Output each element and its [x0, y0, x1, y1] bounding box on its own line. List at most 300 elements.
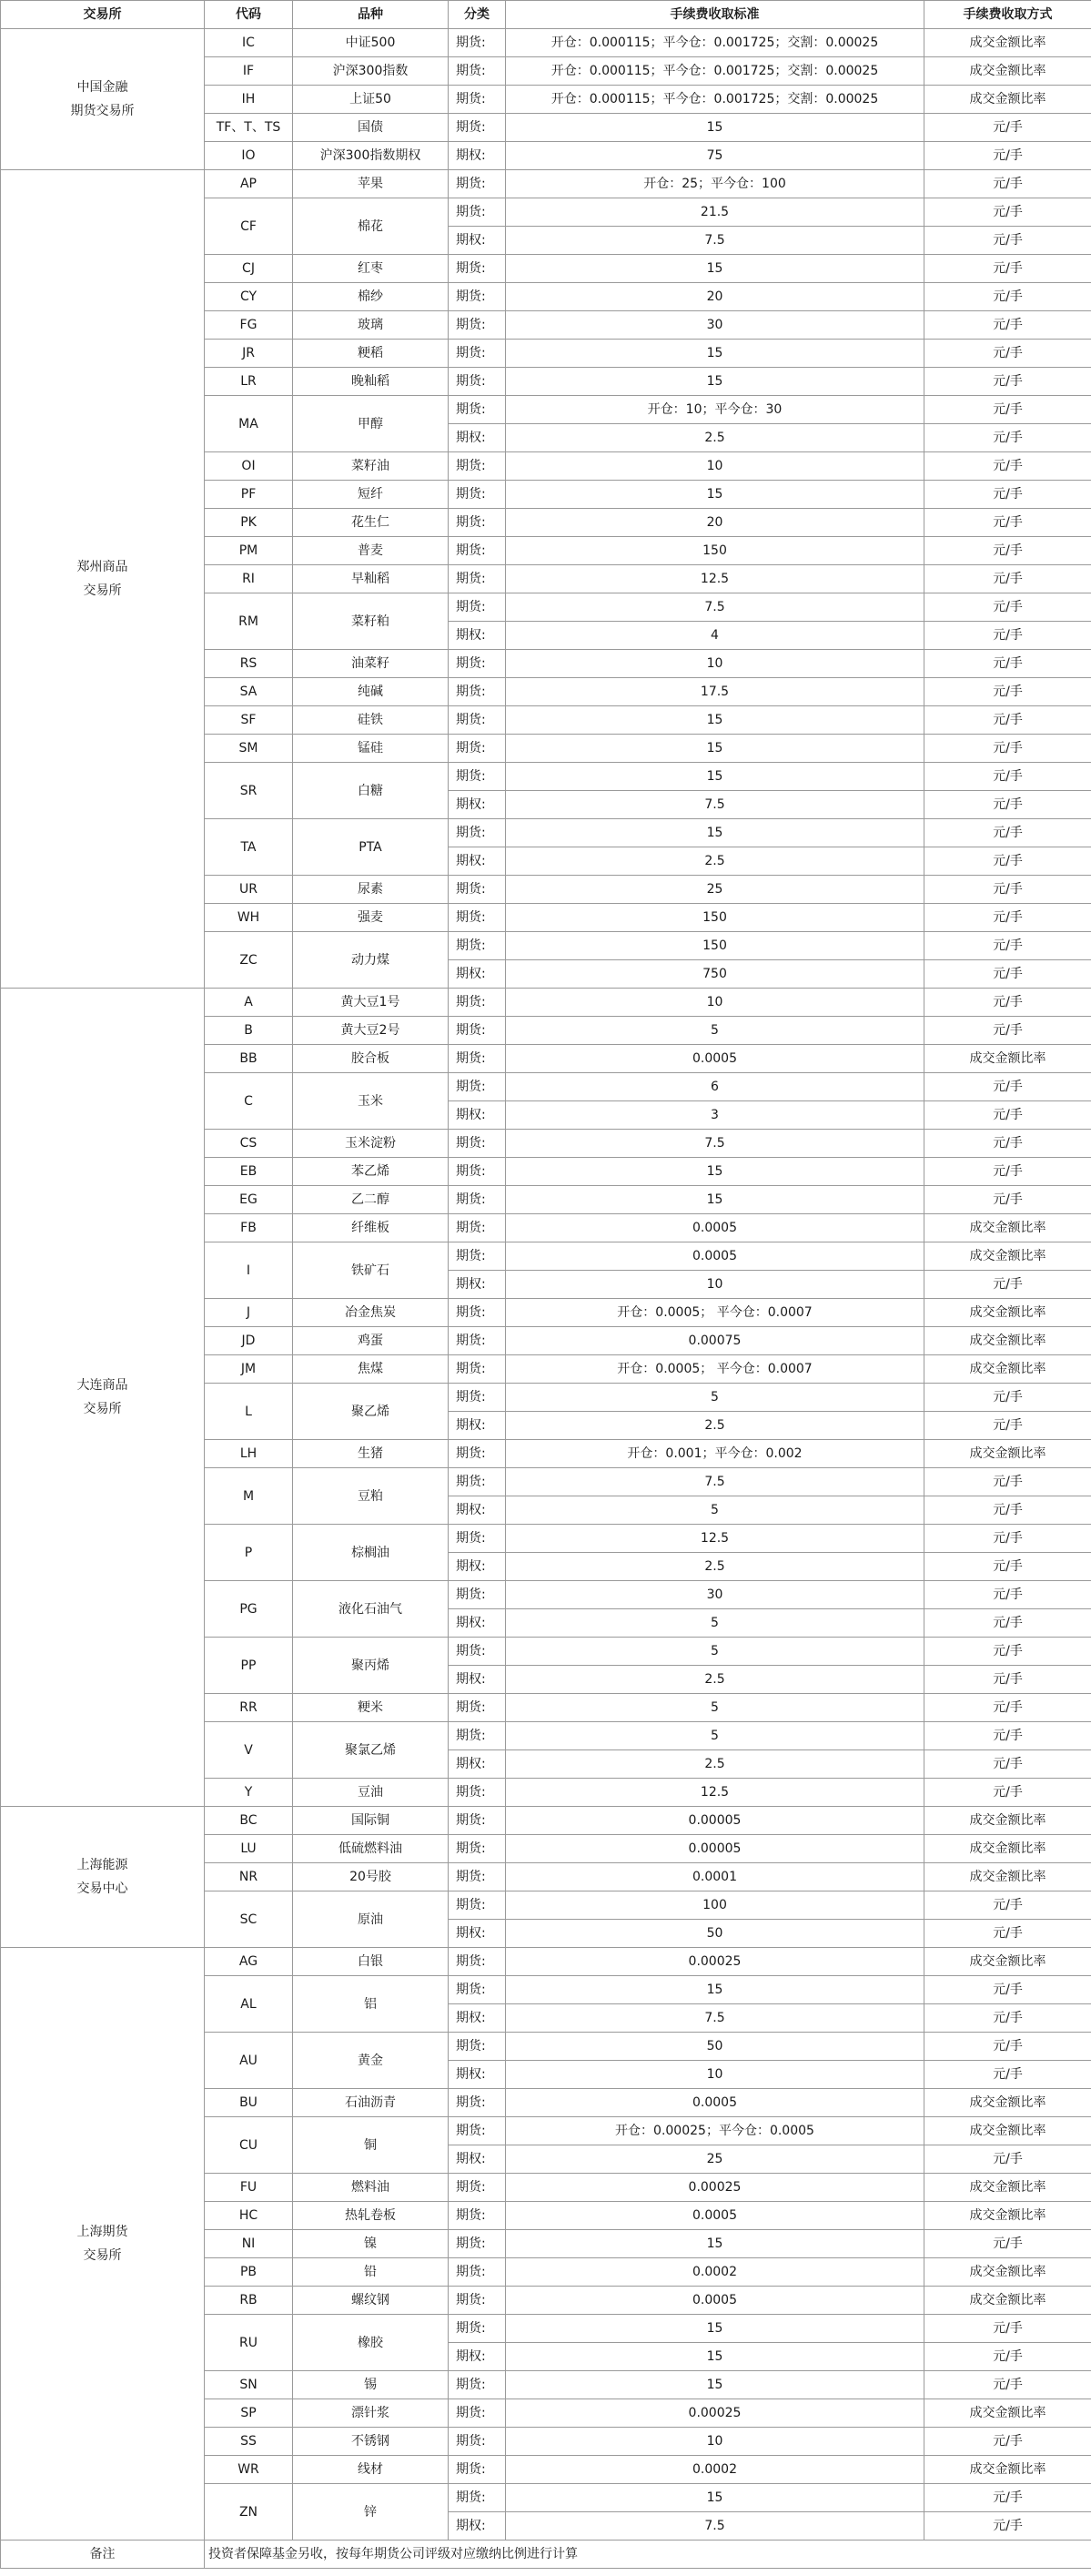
variety-cell: 不锈钢	[293, 2428, 449, 2456]
method-cell: 元/手	[924, 2315, 1091, 2343]
header-row	[1, 1, 1091, 29]
category-cell: 期货:	[449, 481, 506, 509]
category-cell: 期权:	[449, 2061, 506, 2089]
variety-cell: 聚乙烯	[293, 1384, 449, 1440]
code-cell: SM	[205, 735, 293, 763]
category-cell: 期货:	[449, 2428, 506, 2456]
category-cell: 期货:	[449, 876, 506, 904]
method-cell: 元/手	[924, 1158, 1091, 1186]
code-cell: J	[205, 1299, 293, 1327]
standard-cell: 0.0005	[506, 2287, 924, 2315]
standard-cell: 0.0002	[506, 2456, 924, 2484]
standard-cell: 5	[506, 1017, 924, 1045]
fee-table-body	[1, 29, 1091, 2541]
standard-cell: 5	[506, 1694, 924, 1722]
code-cell: CF	[205, 198, 293, 255]
category-cell: 期货:	[449, 565, 506, 593]
category-cell: 期权:	[449, 2145, 506, 2174]
code-cell: Y	[205, 1779, 293, 1807]
code-cell: TF、T、TS	[205, 114, 293, 142]
category-cell: 期货:	[449, 1525, 506, 1553]
method-cell: 元/手	[924, 565, 1091, 593]
code-cell: PB	[205, 2258, 293, 2287]
standard-cell: 4	[506, 622, 924, 650]
standard-cell: 15	[506, 255, 924, 283]
category-cell: 期货:	[449, 86, 506, 114]
category-cell: 期权:	[449, 1412, 506, 1440]
category-cell: 期货:	[449, 1355, 506, 1384]
table-row	[1, 1948, 1091, 1976]
code-cell: NR	[205, 1863, 293, 1891]
method-cell: 元/手	[924, 932, 1091, 960]
category-cell: 期货:	[449, 1327, 506, 1355]
variety-cell: 胶合板	[293, 1045, 449, 1073]
variety-cell: 线材	[293, 2456, 449, 2484]
variety-cell: 聚丙烯	[293, 1638, 449, 1694]
code-cell: SF	[205, 706, 293, 735]
code-cell: CJ	[205, 255, 293, 283]
code-cell: PF	[205, 481, 293, 509]
category-cell: 期权:	[449, 2512, 506, 2541]
code-cell: WR	[205, 2456, 293, 2484]
method-cell: 元/手	[924, 2371, 1091, 2399]
standard-cell: 30	[506, 1581, 924, 1609]
standard-cell: 6	[506, 1073, 924, 1101]
category-cell: 期货:	[449, 904, 506, 932]
category-cell: 期权:	[449, 1666, 506, 1694]
category-cell: 期货:	[449, 2456, 506, 2484]
category-cell: 期货:	[449, 1440, 506, 1468]
method-cell: 元/手	[924, 989, 1091, 1017]
category-cell: 期货:	[449, 1073, 506, 1101]
code-cell: PG	[205, 1581, 293, 1638]
category-cell: 期货:	[449, 1694, 506, 1722]
standard-cell: 0.00005	[506, 1807, 924, 1835]
variety-cell: 动力煤	[293, 932, 449, 989]
category-cell: 期权:	[449, 2343, 506, 2371]
standard-cell: 3	[506, 1101, 924, 1130]
variety-cell: 棕榈油	[293, 1525, 449, 1581]
variety-cell: 铁矿石	[293, 1242, 449, 1299]
table-row	[1, 29, 1091, 57]
method-cell: 元/手	[924, 1750, 1091, 1779]
standard-cell: 7.5	[506, 227, 924, 255]
category-cell: 期货:	[449, 1242, 506, 1271]
category-cell: 期权:	[449, 227, 506, 255]
method-cell: 元/手	[924, 340, 1091, 368]
category-cell: 期货:	[449, 1779, 506, 1807]
method-cell: 元/手	[924, 763, 1091, 791]
exchange-cell: 上海能源 交易中心	[1, 1807, 205, 1948]
code-cell: WH	[205, 904, 293, 932]
method-cell: 元/手	[924, 1666, 1091, 1694]
standard-cell: 0.00025	[506, 1948, 924, 1976]
variety-cell: 玻璃	[293, 311, 449, 340]
code-cell: RS	[205, 650, 293, 678]
category-cell: 期权:	[449, 791, 506, 819]
standard-cell: 2.5	[506, 1666, 924, 1694]
standard-cell: 150	[506, 932, 924, 960]
code-cell: PP	[205, 1638, 293, 1694]
standard-cell: 75	[506, 142, 924, 170]
method-cell: 成交金额比率	[924, 1242, 1091, 1271]
method-cell: 元/手	[924, 170, 1091, 198]
code-cell: RI	[205, 565, 293, 593]
variety-cell: 棉纱	[293, 283, 449, 311]
category-cell: 期货:	[449, 932, 506, 960]
category-cell: 期货:	[449, 1384, 506, 1412]
standard-cell: 5	[506, 1722, 924, 1750]
note-row	[1, 2541, 1091, 2569]
method-cell: 元/手	[924, 2512, 1091, 2541]
variety-cell: 沪深300指数期权	[293, 142, 449, 170]
variety-cell: 豆粕	[293, 1468, 449, 1525]
variety-cell: 螺纹钢	[293, 2287, 449, 2315]
variety-cell: 20号胶	[293, 1863, 449, 1891]
code-cell: JR	[205, 340, 293, 368]
standard-cell: 15	[506, 2230, 924, 2258]
method-cell: 元/手	[924, 1496, 1091, 1525]
code-cell: LH	[205, 1440, 293, 1468]
standard-cell: 开仓：0.001；平今仓：0.002	[506, 1440, 924, 1468]
variety-cell: 铜	[293, 2117, 449, 2174]
variety-cell: 乙二醇	[293, 1186, 449, 1214]
table-row	[1, 170, 1091, 198]
variety-cell: 液化石油气	[293, 1581, 449, 1638]
code-cell: PK	[205, 509, 293, 537]
code-cell: C	[205, 1073, 293, 1130]
method-cell: 元/手	[924, 481, 1091, 509]
category-cell: 期货:	[449, 2230, 506, 2258]
standard-cell: 20	[506, 283, 924, 311]
category-cell: 期货:	[449, 593, 506, 622]
method-cell: 元/手	[924, 622, 1091, 650]
method-cell: 元/手	[924, 2061, 1091, 2089]
variety-cell: 生猪	[293, 1440, 449, 1468]
standard-cell: 7.5	[506, 1468, 924, 1496]
method-cell: 元/手	[924, 1101, 1091, 1130]
standard-cell: 开仓：10；平今仓：30	[506, 396, 924, 424]
variety-cell: 纯碱	[293, 678, 449, 706]
method-cell: 元/手	[924, 2428, 1091, 2456]
category-cell: 期货:	[449, 1017, 506, 1045]
standard-cell: 0.0005	[506, 1045, 924, 1073]
standard-cell: 2.5	[506, 1412, 924, 1440]
category-cell: 期货:	[449, 2117, 506, 2145]
method-cell: 元/手	[924, 1017, 1091, 1045]
method-cell: 元/手	[924, 452, 1091, 481]
standard-cell: 15	[506, 819, 924, 847]
method-cell: 元/手	[924, 876, 1091, 904]
variety-cell: 早籼稻	[293, 565, 449, 593]
standard-cell: 2.5	[506, 1750, 924, 1779]
standard-cell: 12.5	[506, 1779, 924, 1807]
category-cell: 期权:	[449, 1496, 506, 1525]
exchange-cell: 中国金融 期货交易所	[1, 29, 205, 170]
method-cell: 元/手	[924, 283, 1091, 311]
standard-cell: 21.5	[506, 198, 924, 227]
category-cell: 期货:	[449, 678, 506, 706]
code-cell: LR	[205, 368, 293, 396]
category-cell: 期货:	[449, 1130, 506, 1158]
code-cell: OI	[205, 452, 293, 481]
code-cell: B	[205, 1017, 293, 1045]
category-cell: 期权:	[449, 1750, 506, 1779]
code-cell: JD	[205, 1327, 293, 1355]
variety-cell: 漂针浆	[293, 2399, 449, 2428]
standard-cell: 7.5	[506, 593, 924, 622]
header-variety: 品种	[293, 1, 449, 29]
code-cell: CU	[205, 2117, 293, 2174]
variety-cell: 鸡蛋	[293, 1327, 449, 1355]
method-cell: 元/手	[924, 1130, 1091, 1158]
standard-cell: 30	[506, 311, 924, 340]
category-cell: 期货:	[449, 2033, 506, 2061]
standard-cell: 7.5	[506, 2004, 924, 2033]
variety-cell: 玉米淀粉	[293, 1130, 449, 1158]
category-cell: 期货:	[449, 1214, 506, 1242]
variety-cell: 粳稻	[293, 340, 449, 368]
method-cell: 元/手	[924, 1638, 1091, 1666]
exchange-cell: 大连商品 交易所	[1, 989, 205, 1807]
variety-cell: 聚氯乙烯	[293, 1722, 449, 1779]
standard-cell: 17.5	[506, 678, 924, 706]
method-cell: 元/手	[924, 509, 1091, 537]
category-cell: 期货:	[449, 1863, 506, 1891]
category-cell: 期货:	[449, 452, 506, 481]
variety-cell: 甲醇	[293, 396, 449, 452]
method-cell: 元/手	[924, 1553, 1091, 1581]
category-cell: 期权:	[449, 1101, 506, 1130]
variety-cell: 黄大豆2号	[293, 1017, 449, 1045]
standard-cell: 15	[506, 735, 924, 763]
category-cell: 期权:	[449, 1920, 506, 1948]
standard-cell: 5	[506, 1384, 924, 1412]
code-cell: L	[205, 1384, 293, 1440]
category-cell: 期货:	[449, 2371, 506, 2399]
method-cell: 元/手	[924, 368, 1091, 396]
code-cell: EG	[205, 1186, 293, 1214]
code-cell: RM	[205, 593, 293, 650]
standard-cell: 750	[506, 960, 924, 989]
category-cell: 期权:	[449, 2004, 506, 2033]
category-cell: 期货:	[449, 1976, 506, 2004]
variety-cell: 上证50	[293, 86, 449, 114]
category-cell: 期货:	[449, 255, 506, 283]
standard-cell: 15	[506, 2343, 924, 2371]
code-cell: AG	[205, 1948, 293, 1976]
standard-cell: 100	[506, 1891, 924, 1920]
standard-cell: 开仓：0.000115；平今仓：0.001725；交割：0.00025	[506, 57, 924, 86]
variety-cell: 低硫燃料油	[293, 1835, 449, 1863]
method-cell: 元/手	[924, 2230, 1091, 2258]
variety-cell: 油菜籽	[293, 650, 449, 678]
category-cell: 期货:	[449, 2174, 506, 2202]
category-cell: 期货:	[449, 537, 506, 565]
standard-cell: 5	[506, 1638, 924, 1666]
method-cell: 元/手	[924, 1920, 1091, 1948]
exchange-cell: 郑州商品 交易所	[1, 170, 205, 989]
code-cell: P	[205, 1525, 293, 1581]
method-cell: 元/手	[924, 847, 1091, 876]
standard-cell: 15	[506, 1186, 924, 1214]
standard-cell: 10	[506, 452, 924, 481]
variety-cell: 锰硅	[293, 735, 449, 763]
method-cell: 成交金额比率	[924, 2399, 1091, 2428]
code-cell: CS	[205, 1130, 293, 1158]
code-cell: IH	[205, 86, 293, 114]
category-cell: 期权:	[449, 1553, 506, 1581]
category-cell: 期货:	[449, 340, 506, 368]
category-cell: 期货:	[449, 989, 506, 1017]
standard-cell: 15	[506, 114, 924, 142]
method-cell: 元/手	[924, 960, 1091, 989]
standard-cell: 25	[506, 2145, 924, 2174]
method-cell: 成交金额比率	[924, 1863, 1091, 1891]
variety-cell: 热轧卷板	[293, 2202, 449, 2230]
code-cell: BB	[205, 1045, 293, 1073]
variety-cell: 国债	[293, 114, 449, 142]
standard-cell: 50	[506, 1920, 924, 1948]
standard-cell: 开仓：0.000115；平今仓：0.001725；交割：0.00025	[506, 29, 924, 57]
standard-cell: 0.00025	[506, 2399, 924, 2428]
code-cell: TA	[205, 819, 293, 876]
standard-cell: 10	[506, 2061, 924, 2089]
standard-cell: 10	[506, 2428, 924, 2456]
category-cell: 期货:	[449, 650, 506, 678]
category-cell: 期货:	[449, 1468, 506, 1496]
standard-cell: 20	[506, 509, 924, 537]
standard-cell: 7.5	[506, 791, 924, 819]
standard-cell: 0.00005	[506, 1835, 924, 1863]
code-cell: FB	[205, 1214, 293, 1242]
category-cell: 期货:	[449, 170, 506, 198]
variety-cell: 玉米	[293, 1073, 449, 1130]
category-cell: 期货:	[449, 1722, 506, 1750]
standard-cell: 2.5	[506, 847, 924, 876]
category-cell: 期货:	[449, 396, 506, 424]
code-cell: AU	[205, 2033, 293, 2089]
code-cell: JM	[205, 1355, 293, 1384]
code-cell: CY	[205, 283, 293, 311]
method-cell: 成交金额比率	[924, 1214, 1091, 1242]
code-cell: PM	[205, 537, 293, 565]
category-cell: 期货:	[449, 283, 506, 311]
category-cell: 期货:	[449, 735, 506, 763]
variety-cell: PTA	[293, 819, 449, 876]
standard-cell: 5	[506, 1496, 924, 1525]
category-cell: 期权:	[449, 847, 506, 876]
method-cell: 成交金额比率	[924, 1355, 1091, 1384]
category-cell: 期货:	[449, 311, 506, 340]
code-cell: NI	[205, 2230, 293, 2258]
standard-cell: 开仓：0.0005； 平今仓：0.0007	[506, 1299, 924, 1327]
variety-cell: 尿素	[293, 876, 449, 904]
method-cell: 元/手	[924, 706, 1091, 735]
category-cell: 期货:	[449, 2315, 506, 2343]
standard-cell: 15	[506, 763, 924, 791]
code-cell: AL	[205, 1976, 293, 2033]
method-cell: 元/手	[924, 1609, 1091, 1638]
method-cell: 元/手	[924, 1779, 1091, 1807]
variety-cell: 黄金	[293, 2033, 449, 2089]
code-cell: BU	[205, 2089, 293, 2117]
method-cell: 成交金额比率	[924, 1948, 1091, 1976]
standard-cell: 2.5	[506, 1553, 924, 1581]
code-cell: EB	[205, 1158, 293, 1186]
method-cell: 元/手	[924, 2484, 1091, 2512]
standard-cell: 0.0002	[506, 2258, 924, 2287]
code-cell: SA	[205, 678, 293, 706]
standard-cell: 12.5	[506, 1525, 924, 1553]
category-cell: 期权:	[449, 424, 506, 452]
variety-cell: 苹果	[293, 170, 449, 198]
variety-cell: 中证500	[293, 29, 449, 57]
standard-cell: 12.5	[506, 565, 924, 593]
code-cell: HC	[205, 2202, 293, 2230]
variety-cell: 纤维板	[293, 1214, 449, 1242]
category-cell: 期货:	[449, 368, 506, 396]
method-cell: 成交金额比率	[924, 1807, 1091, 1835]
code-cell: IO	[205, 142, 293, 170]
variety-cell: 豆油	[293, 1779, 449, 1807]
category-cell: 期货:	[449, 1807, 506, 1835]
variety-cell: 橡胶	[293, 2315, 449, 2371]
variety-cell: 棉花	[293, 198, 449, 255]
method-cell: 成交金额比率	[924, 2287, 1091, 2315]
category-cell: 期货:	[449, 2258, 506, 2287]
code-cell: MA	[205, 396, 293, 452]
method-cell: 元/手	[924, 1525, 1091, 1553]
method-cell: 成交金额比率	[924, 1299, 1091, 1327]
method-cell: 元/手	[924, 227, 1091, 255]
code-cell: ZN	[205, 2484, 293, 2541]
variety-cell: 强麦	[293, 904, 449, 932]
code-cell: I	[205, 1242, 293, 1299]
variety-cell: 燃料油	[293, 2174, 449, 2202]
method-cell: 元/手	[924, 255, 1091, 283]
method-cell: 元/手	[924, 1976, 1091, 2004]
code-cell: FG	[205, 311, 293, 340]
method-cell: 元/手	[924, 650, 1091, 678]
variety-cell: 石油沥青	[293, 2089, 449, 2117]
method-cell: 元/手	[924, 678, 1091, 706]
code-cell: BC	[205, 1807, 293, 1835]
variety-cell: 铝	[293, 1976, 449, 2033]
category-cell: 期货:	[449, 1638, 506, 1666]
standard-cell: 开仓：0.0005； 平今仓：0.0007	[506, 1355, 924, 1384]
method-cell: 元/手	[924, 537, 1091, 565]
category-cell: 期货:	[449, 2287, 506, 2315]
header-category: 分类	[449, 1, 506, 29]
method-cell: 成交金额比率	[924, 2456, 1091, 2484]
table-row	[1, 1807, 1091, 1835]
code-cell: RR	[205, 1694, 293, 1722]
code-cell: RU	[205, 2315, 293, 2371]
variety-cell: 锌	[293, 2484, 449, 2541]
method-cell: 成交金额比率	[924, 86, 1091, 114]
standard-cell: 7.5	[506, 1130, 924, 1158]
standard-cell: 15	[506, 706, 924, 735]
category-cell: 期货:	[449, 706, 506, 735]
variety-cell: 白糖	[293, 763, 449, 819]
method-cell: 元/手	[924, 819, 1091, 847]
method-cell: 元/手	[924, 1694, 1091, 1722]
method-cell: 元/手	[924, 114, 1091, 142]
category-cell: 期货:	[449, 2202, 506, 2230]
standard-cell: 0.0001	[506, 1863, 924, 1891]
standard-cell: 0.0005	[506, 2202, 924, 2230]
